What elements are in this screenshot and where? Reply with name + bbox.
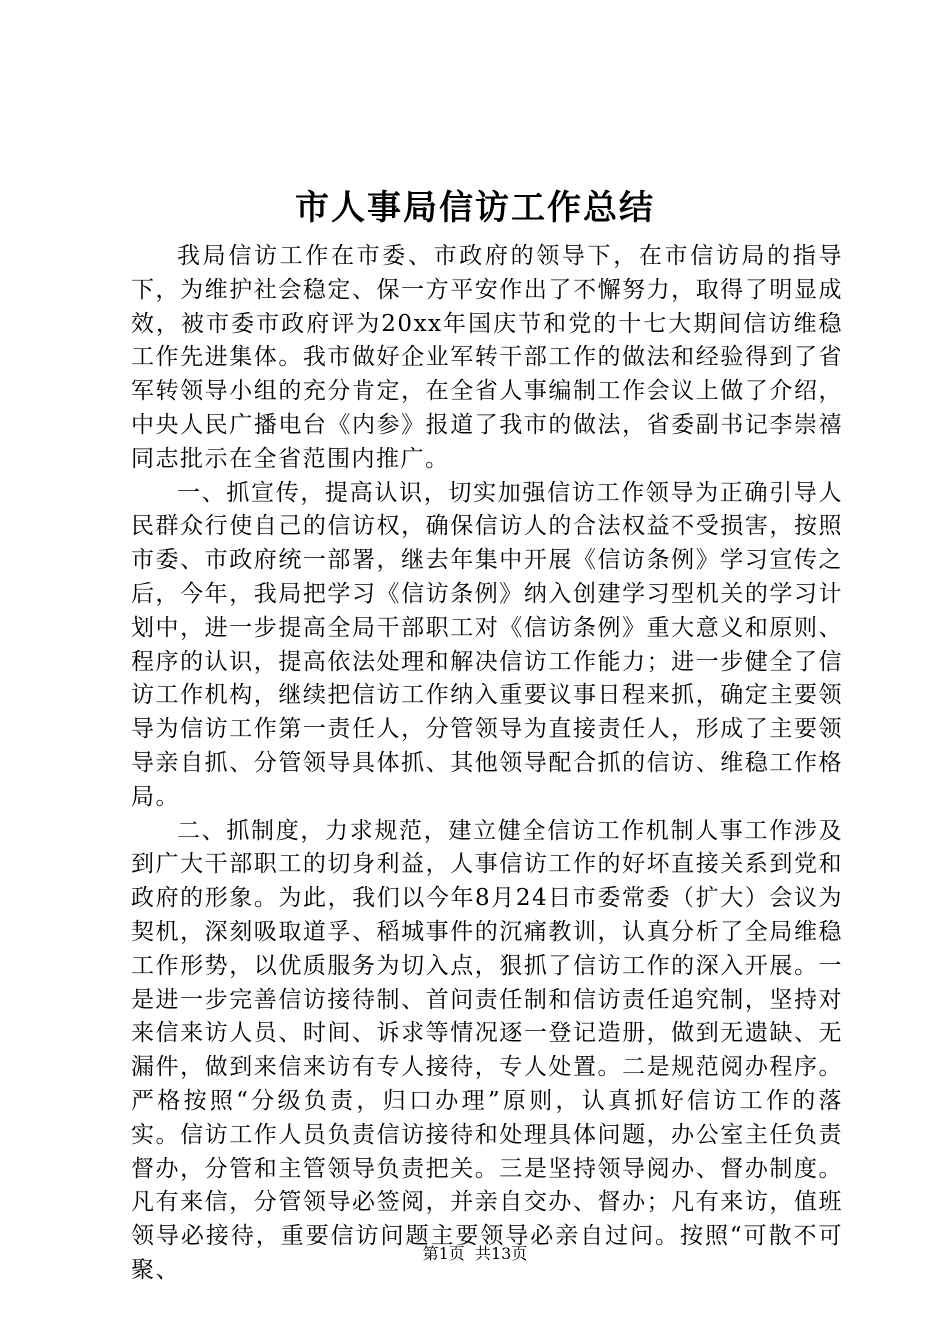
page-total: 共13页 — [474, 1244, 528, 1263]
paragraph-section-2: 二、抓制度，力求规范，建立健全信访工作机制人事工作涉及到广大干部职工的切身利益，人事信访工作的好坏直接关系到党和政府的形象。为此，我们以今年8月24日市委常委（扩大）会议为契机，深刻吸取道孚、稻城事件的沉痛教训，认真分析了全局维稳工作形势，以优质服务为切入点，狠抓了信访工作的深入开展。一是进一步完善信访接待制、首问责任制和信访责任追究制，坚持对来信来访人员、时间、诉求等情况逐一登记造册，做到无遗缺、无漏件，做到来信来访有专人接待，专人处置。二是规范阅办程序。严格按照“分级负责，归口办理”原则，认真抓好信访工作的落实。信访工作人员负责信访接待和处理具体问题，办公室主任负责督办，分管和主管领导负责把关。三是坚持领导阅办、督办制度。凡有来信，分管领导必签阅，并亲自交办、督办；凡有来访，值班领导必接待，重要信访问题主要领导必亲自过问。按照“可散不可聚、 — [131, 817, 843, 1283]
document-title: 市人事局信访工作总结 — [295, 188, 655, 228]
page-footer — [0, 1242, 950, 1266]
paragraph-intro: 我局信访工作在市委、市政府的领导下，在市信访局的指导下，为维护社会稳定、保一方平安作出了不懈努力，取得了明显成效，被市委市政府评为20xx年国庆节和党的十七大期间信访维稳工作先进集体。我市做好企业军转干部工作的做法和经验得到了省军转领导小组的充分肯定，在全省人事编制工作会议上做了介绍，中央人民广播电台《内参》报道了我市的做法，省委副书记李崇禧同志批示在全省范围内推广。 — [131, 243, 843, 472]
page-number: 第1页 — [422, 1244, 465, 1263]
document-body — [131, 240, 843, 1288]
paragraph-section-1: 一、抓宣传，提高认识，切实加强信访工作领导为正确引导人民群众行使自己的信访权，确保信访人的合法权益不受损害，按照市委、市政府统一部署，继去年集中开展《信访条例》学习宣传之后，今年，我局把学习《信访条例》纳入创建学习型机关的学习计划中，进一步提高全局干部职工对《信访条例》重大意义和原则、程序的认识，提高依法处理和解决信访工作能力；进一步健全了信访工作机构，继续把信访工作纳入重要议事日程来抓，确定主要领导为信访工作第一责任人，分管领导为直接责任人，形成了主要领导亲自抓、分管领导具体抓、其他领导配合抓的信访、维稳工作格局。 — [131, 479, 843, 810]
